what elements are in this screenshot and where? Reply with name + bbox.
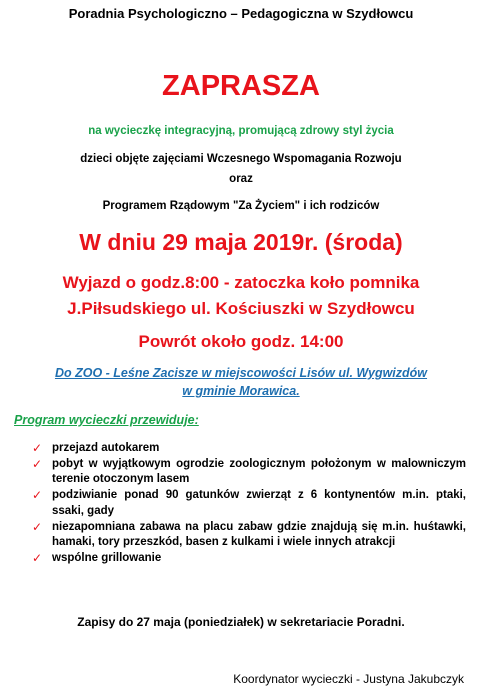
coordinator: Koordynator wycieczki - Justyna Jakubczyk [233, 672, 464, 686]
trip-date: W dniu 29 maja 2019r. (środa) [79, 229, 403, 255]
header-institution: Poradnia Psychologiczno – Pedagogiczna w Szydłowcu [68, 6, 414, 21]
invite-conjunction: oraz [229, 173, 253, 185]
invite-participants: dzieci objęte zajęciami Wczesnego Wspomagania Rozwoju [80, 153, 402, 165]
signup-info: Zapisy do 27 maja (poniedziałek) w sekretariacie Poradni. [77, 615, 405, 629]
destination-line-2: w gminie Morawica. [182, 384, 300, 398]
list-item: ✓ podziwianie ponad 90 gatunków zwierząt z 6 kontynentów m.in. ptaki, ssaki, gady [32, 488, 466, 517]
invite-program: Programem Rządowym "Za Życiem" i ich rodziców [102, 200, 380, 212]
list-item: ✓ przejazd autokarem [32, 441, 160, 455]
headline: ZAPRASZA [162, 70, 320, 102]
check-icon: ✓ [32, 488, 43, 503]
destination-line-1: Do ZOO - Leśne Zacisze w miejscowości Lisów ul. Wygwizdów [54, 366, 428, 380]
check-icon: ✓ [32, 519, 43, 534]
invite-purpose: na wycieczkę integracyjną, promującą zdrowy styl życia [88, 125, 394, 137]
return-time: Powrót około godz. 14:00 [138, 332, 344, 351]
check-icon: ✓ [32, 456, 43, 471]
check-icon: ✓ [32, 550, 43, 565]
list-item: ✓ niezapomniana zabawa na placu zabaw gdzie znajdują się m.in. huśtawki, hamaki, tory przeszkód, basen z kulkami i wiele innych atrakcji [32, 519, 466, 549]
program-title: Program wycieczki przewiduje: [14, 413, 199, 427]
departure-line-1: Wyjazd o godz.8:00 - zatoczka koło pomnika [62, 273, 420, 292]
check-icon: ✓ [32, 441, 43, 455]
list-item: ✓ pobyt w wyjątkowym ogrodzie zoologicznym położonym w malowniczym terenie otoczonym lasem [32, 456, 466, 486]
list-item: ✓ wspólne grillowanie [32, 550, 162, 565]
departure-line-2: J.Piłsudskiego ul. Kościuszki w Szydłowcu [67, 299, 415, 318]
program-list [32, 441, 466, 567]
